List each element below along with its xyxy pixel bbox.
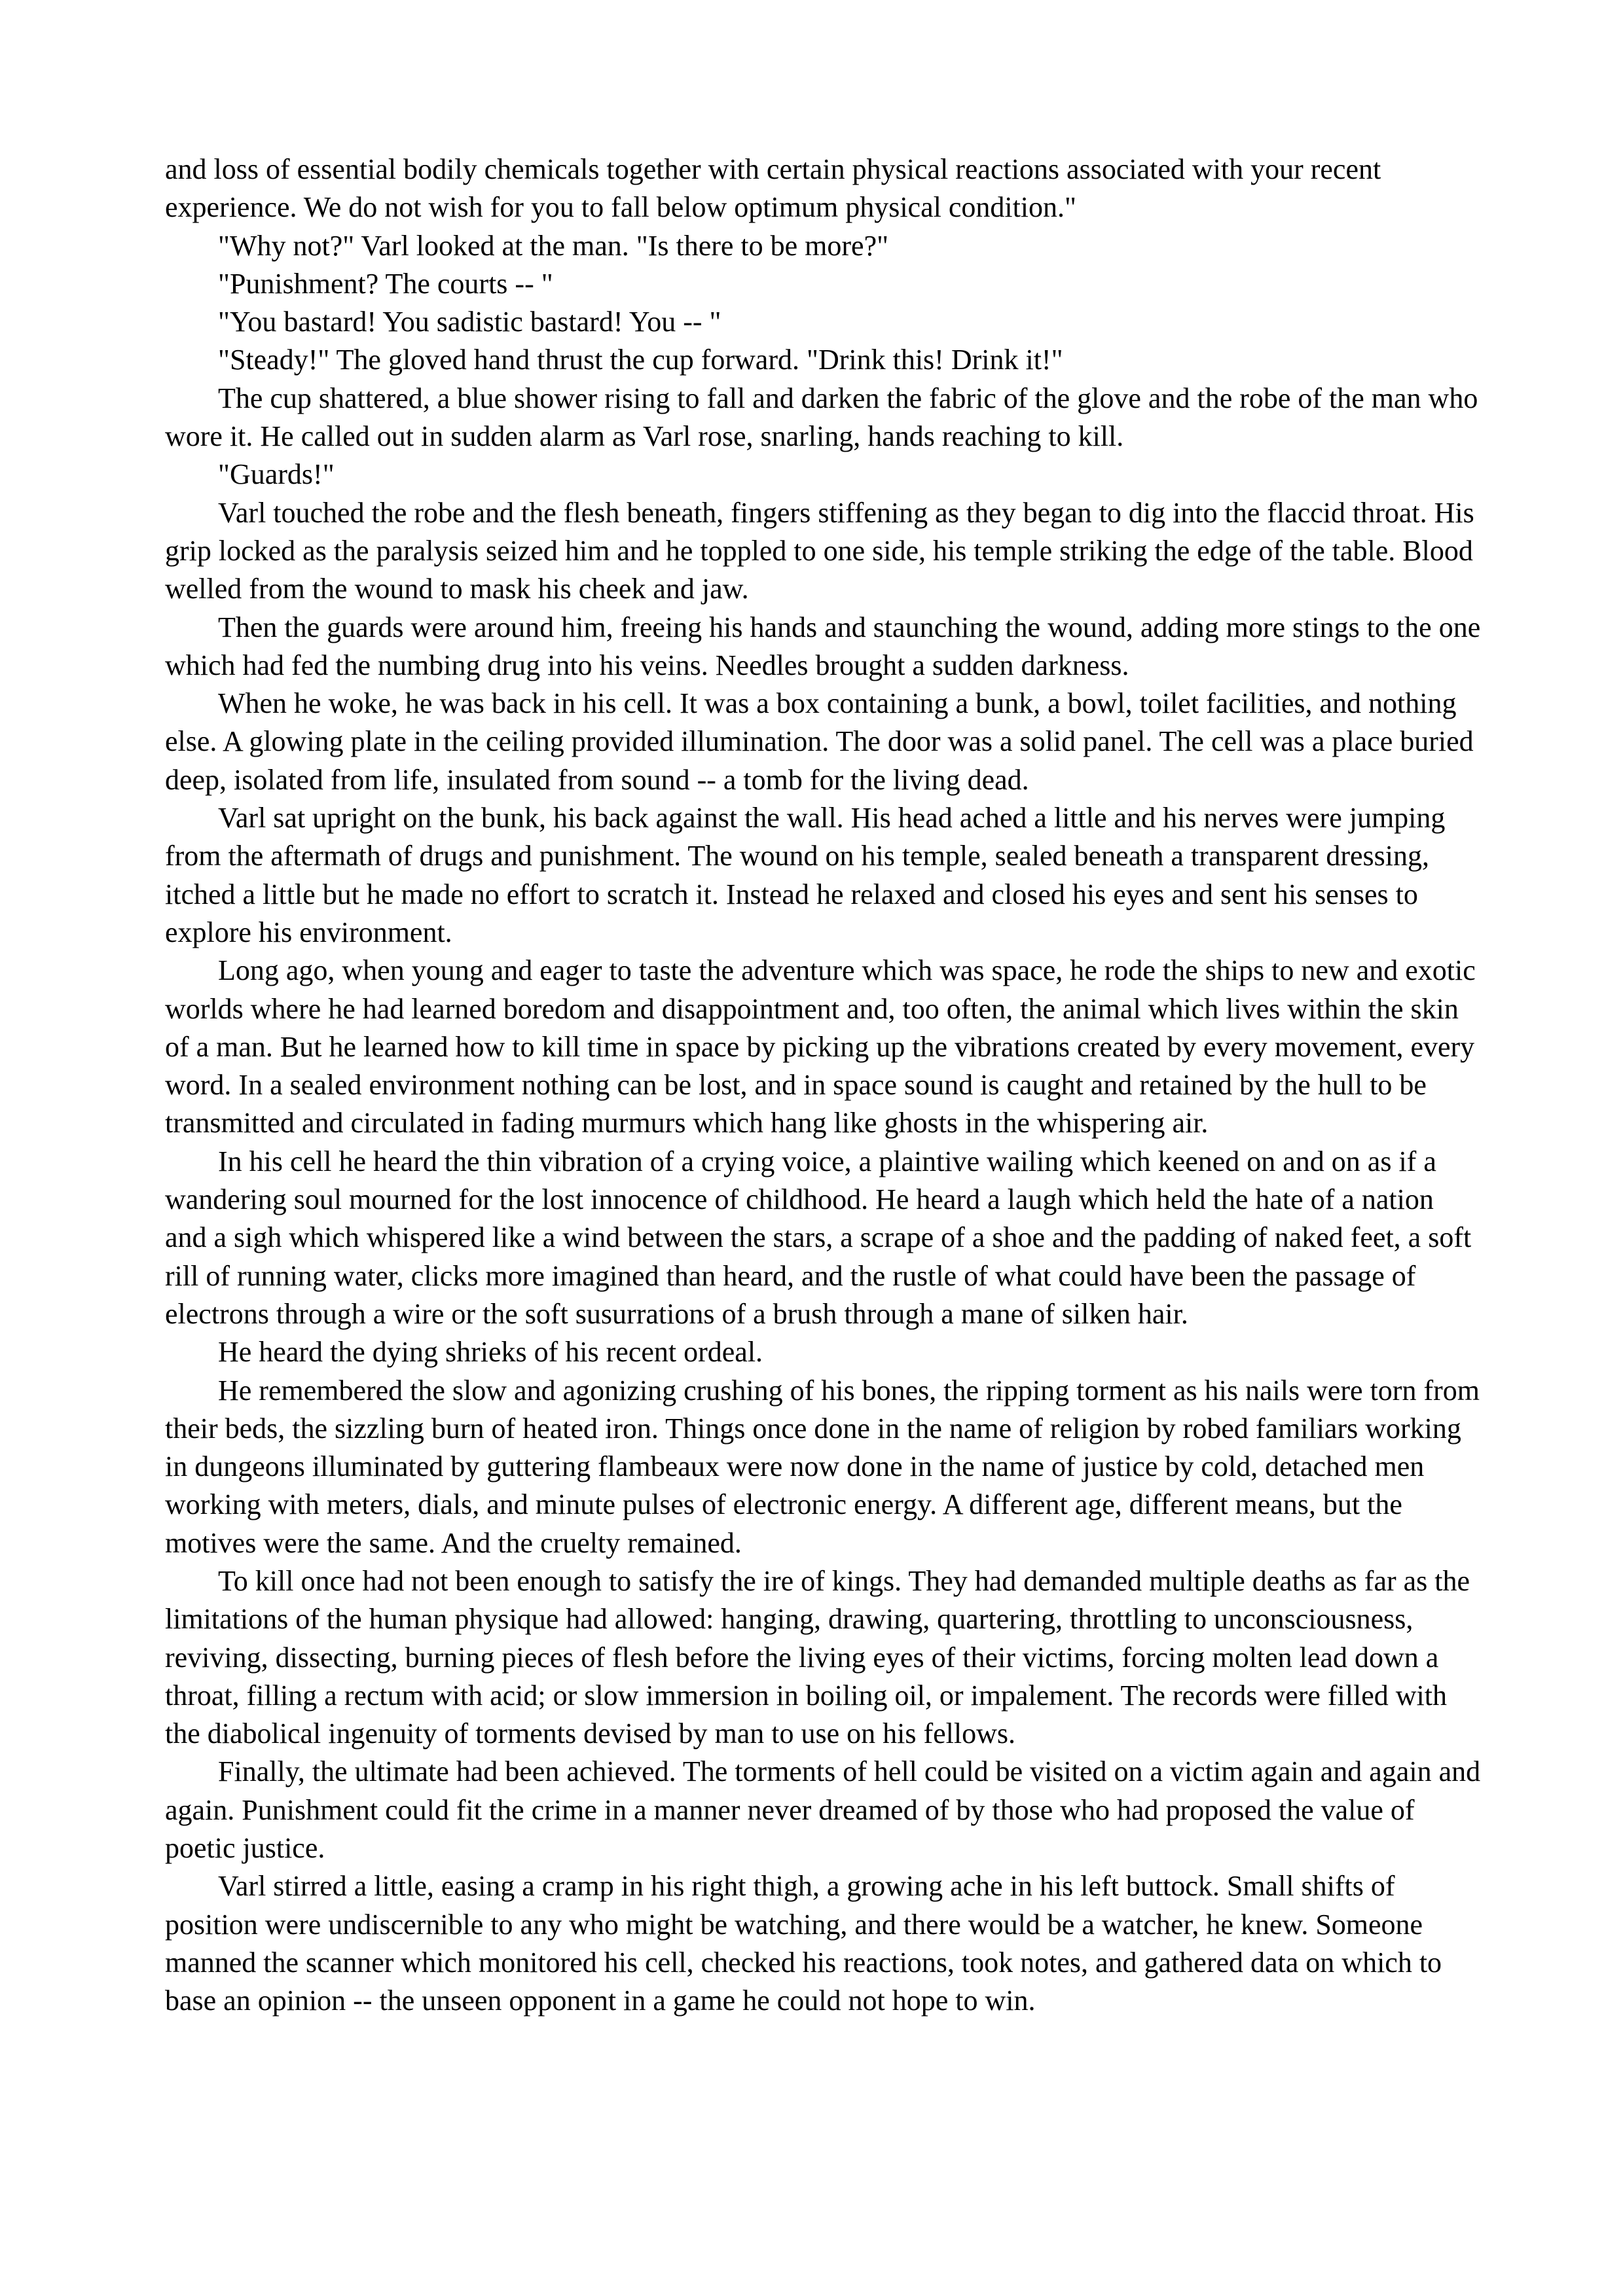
paragraph: The cup shattered, a blue shower rising to fall and darken the fabric of the glove and the robe of the man who wore it. He called out in sudden alarm as Varl rose, snarling, hands reaching to kill. [165, 382, 1478, 453]
paragraph: "You bastard! You sadistic bastard! You -- " [218, 306, 721, 338]
paragraph: In his cell he heard the thin vibration of a crying voice, a plaintive wailing which keened on and on as if a wandering soul mourned for the lost innocence of childhood. He heard a laugh which held the hate of a nation and a sigh which whispered like a wind between the stars, a scrape of a shoe and the padding of naked feet, a soft rill of running water, clicks more imagined than heard, and the rustle of what could have been the passage of electrons through a wire or the soft susurrations of a brush through a mane of silken hair. [165, 1145, 1472, 1330]
paragraph: "Guards!" [218, 458, 335, 491]
paragraph: "Why not?" Varl looked at the man. "Is there to be more?" [218, 229, 889, 262]
paragraph: Varl sat upright on the bunk, his back against the wall. His head ached a little and his nerves were jumping from the aftermath of drugs and punishment. The wound on his temple, sealed beneath a transparent dressing, itched a little but he made no effort to scratch it. Instead he relaxed and closed his eyes and sent his senses to explore his environment. [165, 802, 1446, 948]
paragraph: He remembered the slow and agonizing crushing of his bones, the ripping torment as his nails were torn from their beds, the sizzling burn of heated iron. Things once done in the name of religion by robed familiars working in dungeons illuminated by guttering flambeaux were now done in the name of justice by cold, detached men working with meters, dials, and minute pulses of electronic energy. A different age, different means, but the motives were the same. And the cruelty remained. [165, 1374, 1480, 1559]
paragraph: To kill once had not been enough to satisfy the ire of kings. They had demanded multiple deaths as far as the limitations of the human physique had allowed: hanging, drawing, quartering, throttling to unconsciousness, reviving, dissecting, burning pieces of flesh before the living eyes of their victims, forcing molten lead down a throat, filling a rectum with acid; or slow immersion in boiling oil, or impalement. The records were filled with the diabolical ingenuity of torments devised by man to use on his fellows. [165, 1564, 1470, 1750]
document-page [165, 151, 1481, 2020]
paragraph: Then the guards were around him, freeing his hands and staunching the wound, adding more stings to the one which had fed the numbing drug into his veins. Needles brought a sudden darkness. [165, 611, 1481, 681]
paragraph: Varl stirred a little, easing a cramp in his right thigh, a growing ache in his left buttock. Small shifts of position were undiscernible to any who might be watching, and there would be a watcher, he knew. Someone manned the scanner which monitored his cell, checked his reactions, took notes, and gathered data on which to base an opinion -- the unseen opponent in a game he could not hope to win. [165, 1870, 1442, 2017]
paragraph: Varl touched the robe and the flesh beneath, fingers stiffening as they began to dig into the flaccid throat. His grip locked as the paralysis seized him and he toppled to one side, his temple striking the edge of the table. Blood welled from the wound to mask his cheek and jaw. [165, 496, 1474, 605]
paragraph: He heard the dying shrieks of his recent ordeal. [218, 1336, 763, 1369]
paragraph: "Punishment? The courts -- " [218, 267, 553, 300]
paragraph: and loss of essential bodily chemicals together with certain physical reactions associated with your recent experience. We do not wish for you to fall below optimum physical condition." [165, 153, 1381, 224]
paragraph: "Steady!" The gloved hand thrust the cup forward. "Drink this! Drink it!" [218, 344, 1063, 376]
paragraph: When he woke, he was back in his cell. It was a box containing a bunk, a bowl, toilet facilities, and nothing else. A glowing plate in the ceiling provided illumination. The door was a solid panel. The cell was a place buried deep, isolated from life, insulated from sound -- a tomb for the living dead. [165, 687, 1474, 796]
paragraph: Long ago, when young and eager to taste the adventure which was space, he rode the ships to new and exotic worlds where he had learned boredom and disappointment and, too often, the animal which lives within the skin of a man. But he learned how to kill time in space by picking up the vibrations created by every movement, every word. In a sealed environment nothing can be lost, and in space sound is caught and retained by the hull to be transmitted and circulated in fading murmurs which hang like ghosts in the whispering air. [165, 954, 1476, 1139]
paragraph: Finally, the ultimate had been achieved. The torments of hell could be visited on a victim again and again and again. Punishment could fit the crime in a manner never dreamed of by those who had proposed the value of poetic justice. [165, 1755, 1481, 1865]
